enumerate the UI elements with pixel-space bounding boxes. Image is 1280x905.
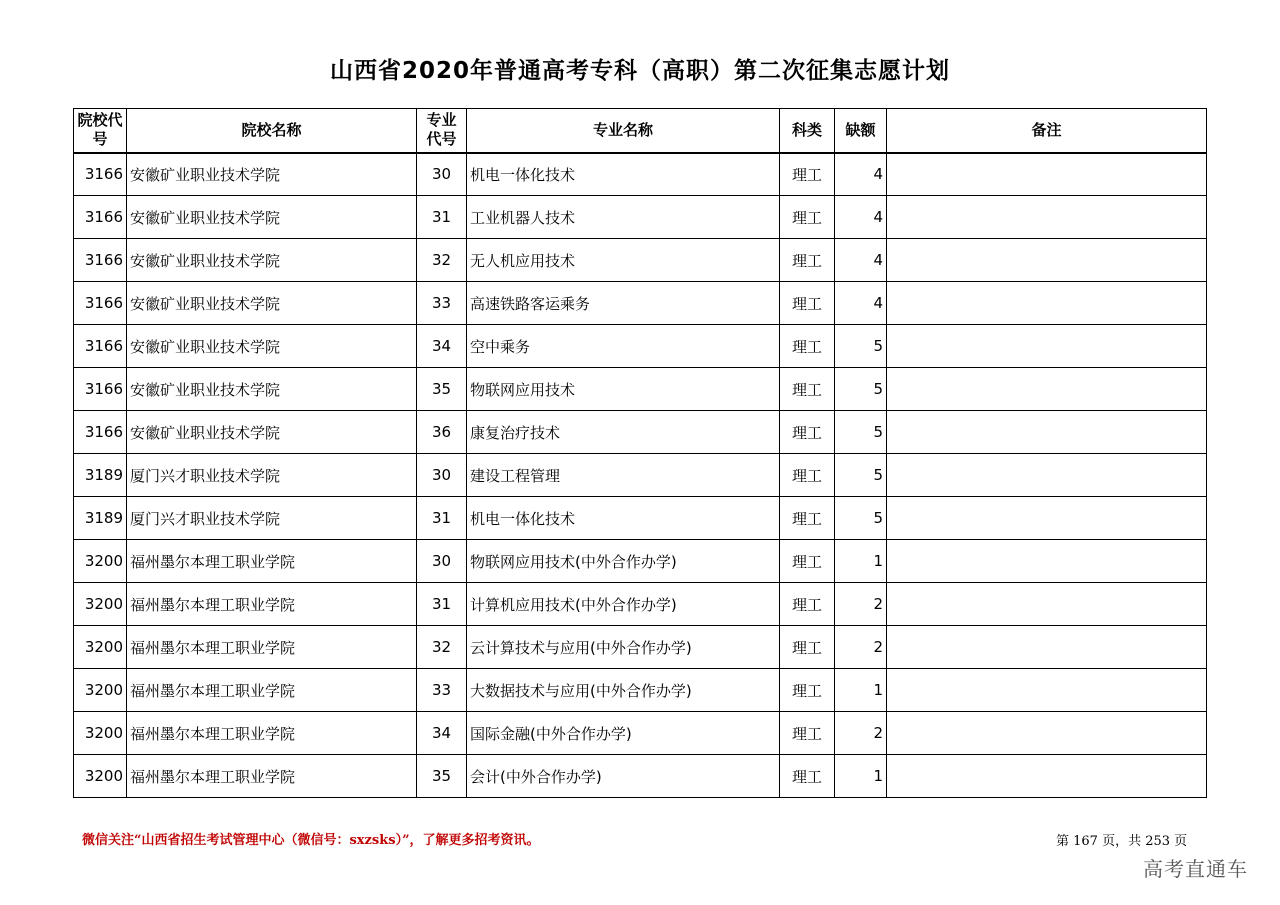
cell-major-name: 机电一体化技术	[467, 497, 780, 540]
cell-college-name: 安徽矿业职业技术学院	[127, 282, 417, 325]
cell-college-name: 福州墨尔本理工职业学院	[127, 626, 417, 669]
cell-college-name: 福州墨尔本理工职业学院	[127, 669, 417, 712]
cell-college-code: 3189	[74, 454, 127, 497]
cell-major-name: 无人机应用技术	[467, 239, 780, 282]
cell-college-name: 福州墨尔本理工职业学院	[127, 712, 417, 755]
cell-note	[887, 497, 1207, 540]
cell-major-name: 机电一体化技术	[467, 153, 780, 196]
cell-college-name: 安徽矿业职业技术学院	[127, 411, 417, 454]
cell-quota: 5	[835, 368, 887, 411]
cell-college-name: 安徽矿业职业技术学院	[127, 325, 417, 368]
cell-category: 理工	[780, 583, 835, 626]
plan-table	[73, 108, 1207, 798]
cell-category: 理工	[780, 755, 835, 798]
cell-major-name: 计算机应用技术(中外合作办学)	[467, 583, 780, 626]
cell-college-code: 3200	[74, 669, 127, 712]
cell-major-code: 35	[417, 368, 467, 411]
cell-college-code: 3166	[74, 153, 127, 196]
cell-note	[887, 411, 1207, 454]
cell-college-code: 3166	[74, 325, 127, 368]
cell-major-name: 大数据技术与应用(中外合作办学)	[467, 669, 780, 712]
table-row	[74, 626, 1207, 669]
cell-major-code: 34	[417, 325, 467, 368]
table-row	[74, 282, 1207, 325]
cell-category: 理工	[780, 540, 835, 583]
cell-note	[887, 540, 1207, 583]
cell-major-code: 31	[417, 497, 467, 540]
watermark-text: 高考直通车	[1143, 857, 1248, 881]
table-row	[74, 325, 1207, 368]
cell-college-name: 安徽矿业职业技术学院	[127, 153, 417, 196]
cell-note	[887, 282, 1207, 325]
table-row	[74, 540, 1207, 583]
table-row	[74, 454, 1207, 497]
table-row	[74, 196, 1207, 239]
cell-major-code: 33	[417, 669, 467, 712]
cell-major-name: 国际金融(中外合作办学)	[467, 712, 780, 755]
cell-major-name: 工业机器人技术	[467, 196, 780, 239]
cell-note	[887, 669, 1207, 712]
cell-major-code: 32	[417, 239, 467, 282]
header-category: 科类	[780, 109, 835, 153]
table-row	[74, 712, 1207, 755]
cell-major-name: 康复治疗技术	[467, 411, 780, 454]
cell-note	[887, 712, 1207, 755]
cell-college-name: 安徽矿业职业技术学院	[127, 368, 417, 411]
cell-category: 理工	[780, 454, 835, 497]
cell-quota: 5	[835, 497, 887, 540]
cell-college-name: 安徽矿业职业技术学院	[127, 239, 417, 282]
cell-major-code: 30	[417, 153, 467, 196]
cell-note	[887, 153, 1207, 196]
header-major-name: 专业名称	[467, 109, 780, 153]
wechat-notice: 微信关注“山西省招生考试管理中心（微信号：sxzsks）”，了解更多招考资讯。	[82, 833, 540, 848]
cell-quota: 2	[835, 712, 887, 755]
cell-college-name: 福州墨尔本理工职业学院	[127, 583, 417, 626]
cell-major-code: 31	[417, 583, 467, 626]
cell-category: 理工	[780, 196, 835, 239]
cell-college-name: 福州墨尔本理工职业学院	[127, 540, 417, 583]
table-row	[74, 669, 1207, 712]
cell-quota: 2	[835, 626, 887, 669]
cell-category: 理工	[780, 153, 835, 196]
cell-quota: 5	[835, 411, 887, 454]
header-quota: 缺额	[835, 109, 887, 153]
cell-major-name: 空中乘务	[467, 325, 780, 368]
page-title: 山西省2020年普通高考专科（高职）第二次征集志愿计划	[329, 58, 950, 84]
table-row	[74, 153, 1207, 196]
cell-college-code: 3200	[74, 755, 127, 798]
table-row	[74, 497, 1207, 540]
cell-category: 理工	[780, 497, 835, 540]
cell-major-name: 建设工程管理	[467, 454, 780, 497]
table-row	[74, 368, 1207, 411]
cell-major-code: 35	[417, 755, 467, 798]
cell-major-name: 云计算技术与应用(中外合作办学)	[467, 626, 780, 669]
header-college-name: 院校名称	[127, 109, 417, 153]
table-row	[74, 755, 1207, 798]
cell-note	[887, 454, 1207, 497]
cell-college-code: 3166	[74, 282, 127, 325]
cell-note	[887, 239, 1207, 282]
cell-college-name: 厦门兴才职业技术学院	[127, 454, 417, 497]
cell-college-code: 3166	[74, 196, 127, 239]
cell-college-code: 3166	[74, 368, 127, 411]
cell-category: 理工	[780, 411, 835, 454]
cell-major-code: 30	[417, 540, 467, 583]
cell-quota: 4	[835, 153, 887, 196]
table-row	[74, 583, 1207, 626]
cell-note	[887, 583, 1207, 626]
cell-note	[887, 626, 1207, 669]
cell-major-code: 31	[417, 196, 467, 239]
cell-college-code: 3166	[74, 411, 127, 454]
cell-quota: 1	[835, 540, 887, 583]
header-major-code: 专业代号	[417, 109, 467, 153]
cell-quota: 4	[835, 196, 887, 239]
cell-note	[887, 325, 1207, 368]
cell-major-code: 30	[417, 454, 467, 497]
cell-quota: 1	[835, 755, 887, 798]
cell-note	[887, 196, 1207, 239]
cell-quota: 5	[835, 454, 887, 497]
header-note: 备注	[887, 109, 1207, 153]
cell-note	[887, 755, 1207, 798]
cell-category: 理工	[780, 626, 835, 669]
cell-major-name: 物联网应用技术(中外合作办学)	[467, 540, 780, 583]
cell-category: 理工	[780, 239, 835, 282]
cell-category: 理工	[780, 712, 835, 755]
cell-college-code: 3200	[74, 540, 127, 583]
cell-major-code: 36	[417, 411, 467, 454]
cell-college-code: 3200	[74, 626, 127, 669]
cell-college-code: 3200	[74, 712, 127, 755]
table-header-row	[74, 109, 1207, 153]
cell-college-name: 福州墨尔本理工职业学院	[127, 755, 417, 798]
table-row	[74, 411, 1207, 454]
cell-note	[887, 368, 1207, 411]
cell-quota: 1	[835, 669, 887, 712]
cell-quota: 5	[835, 325, 887, 368]
cell-major-name: 高速铁路客运乘务	[467, 282, 780, 325]
cell-quota: 4	[835, 282, 887, 325]
page-number: 第 167 页，共 253 页	[1056, 834, 1188, 849]
table-body	[74, 153, 1207, 798]
cell-quota: 2	[835, 583, 887, 626]
cell-college-code: 3166	[74, 239, 127, 282]
cell-major-name: 物联网应用技术	[467, 368, 780, 411]
cell-category: 理工	[780, 325, 835, 368]
cell-college-code: 3189	[74, 497, 127, 540]
cell-major-code: 32	[417, 626, 467, 669]
cell-major-code: 33	[417, 282, 467, 325]
header-college-code: 院校代号	[74, 109, 127, 153]
cell-quota: 4	[835, 239, 887, 282]
table-row	[74, 239, 1207, 282]
cell-college-name: 安徽矿业职业技术学院	[127, 196, 417, 239]
cell-college-code: 3200	[74, 583, 127, 626]
cell-category: 理工	[780, 669, 835, 712]
cell-college-name: 厦门兴才职业技术学院	[127, 497, 417, 540]
cell-major-name: 会计(中外合作办学)	[467, 755, 780, 798]
cell-category: 理工	[780, 282, 835, 325]
cell-major-code: 34	[417, 712, 467, 755]
cell-category: 理工	[780, 368, 835, 411]
